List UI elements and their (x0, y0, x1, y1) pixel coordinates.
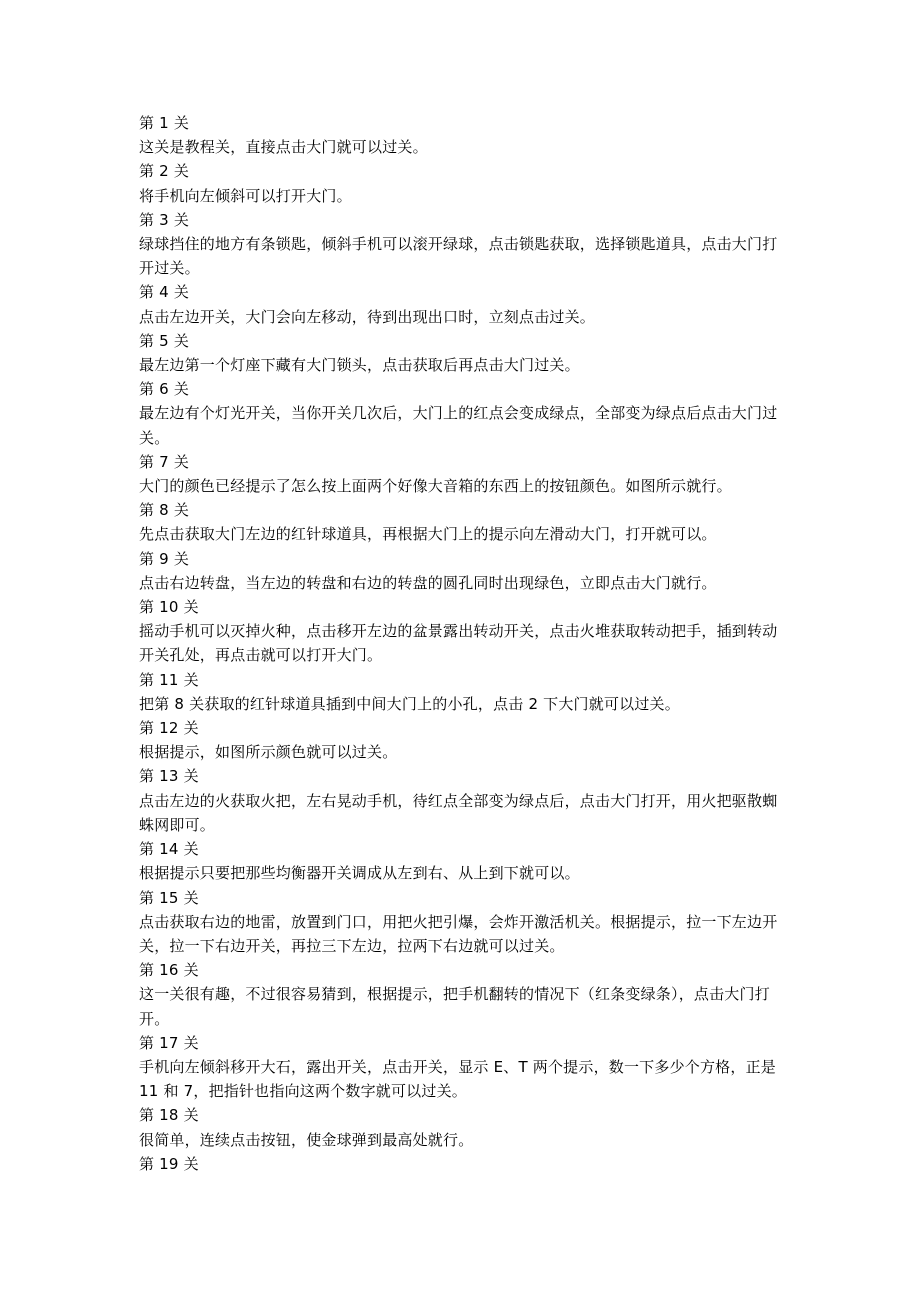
level-title: 第 7 关 (139, 452, 190, 471)
level-title: 第 3 关 (139, 210, 190, 229)
level-description: 手机向左倾斜移开大石，露出开关，点击开关，显示 E、T 两个提示，数一下多少个方格，正是 11 和 7，把指针也指向这两个数字就可以过关。 (139, 1057, 776, 1101)
level-title: 第 17 关 (139, 1033, 199, 1052)
level-description: 先点击获取大门左边的红针球道具，再根据大门上的提示向左滑动大门，打开就可以。 (139, 525, 717, 544)
level-description: 将手机向左倾斜可以打开大门。 (139, 186, 352, 205)
level-title: 第 11 关 (139, 670, 199, 689)
level-title: 第 1 关 (139, 114, 190, 132)
level-title: 第 5 关 (139, 331, 190, 350)
level-title: 第 8 关 (139, 501, 190, 520)
level-description: 点击获取右边的地雷，放置到门口，用把火把引爆，会炸开激活机关。根据提示，拉一下左边开关，拉一下右边开关，再拉三下左边，拉两下右边就可以过关。 (139, 912, 778, 955)
level-title: 第 4 关 (139, 283, 190, 302)
level-description: 最左边第一个灯座下藏有大门锁头，点击获取后再点击大门过关。 (139, 356, 580, 375)
level-title: 第 13 关 (139, 767, 199, 786)
level-title: 第 19 关 (139, 1154, 199, 1173)
level-title: 第 18 关 (139, 1106, 199, 1125)
level-title: 第 14 关 (139, 840, 199, 859)
level-description: 这关是教程关，直接点击大门就可以过关。 (139, 138, 428, 157)
level-description: 绿球挡住的地方有条锁匙，倾斜手机可以滚开绿球，点击锁匙获取，选择锁匙道具，点击大门打开过关。 (139, 235, 778, 278)
level-title: 第 10 关 (139, 598, 199, 617)
level-description: 根据提示，如图所示颜色就可以过关。 (139, 743, 398, 762)
level-title: 第 2 关 (139, 162, 190, 181)
level-title: 第 9 关 (139, 549, 190, 568)
level-description: 大门的颜色已经提示了怎么按上面两个好像大音箱的东西上的按钮颜色。如图所示就行。 (139, 477, 732, 496)
level-title: 第 6 关 (139, 380, 190, 399)
guide-document (139, 111, 789, 1176)
level-description: 点击左边开关，大门会向左移动，待到出现出口时，立刻点击过关。 (139, 307, 596, 326)
level-description: 最左边有个灯光开关，当你开关几次后，大门上的红点会变成绿点，全部变为绿点后点击大门过关。 (139, 404, 778, 447)
level-description: 点击右边转盘，当左边的转盘和右边的转盘的圆孔同时出现绿色，立即点击大门就行。 (139, 573, 717, 592)
level-title: 第 16 关 (139, 961, 199, 980)
level-description: 很简单，连续点击按钮，使金球弹到最高处就行。 (139, 1130, 474, 1149)
level-title: 第 15 关 (139, 888, 199, 907)
level-description: 把第 8 关获取的红针球道具插到中间大门上的小孔，点击 2 下大门就可以过关。 (139, 694, 680, 713)
level-description: 点击左边的火获取火把，左右晃动手机，待红点全部变为绿点后，点击大门打开，用火把驱散蜘蛛网即可。 (139, 791, 778, 834)
level-description: 根据提示只要把那些均衡器开关调成从左到右、从上到下就可以。 (139, 864, 580, 883)
level-description: 这一关很有趣，不过很容易猜到，根据提示，把手机翻转的情况下（红条变绿条），点击大门打开。 (139, 985, 770, 1028)
level-title: 第 12 关 (139, 719, 199, 738)
level-description: 摇动手机可以灭掉火种，点击移开左边的盆景露出转动开关，点击火堆获取转动把手，插到转动开关孔处，再点击就可以打开大门。 (139, 622, 778, 665)
